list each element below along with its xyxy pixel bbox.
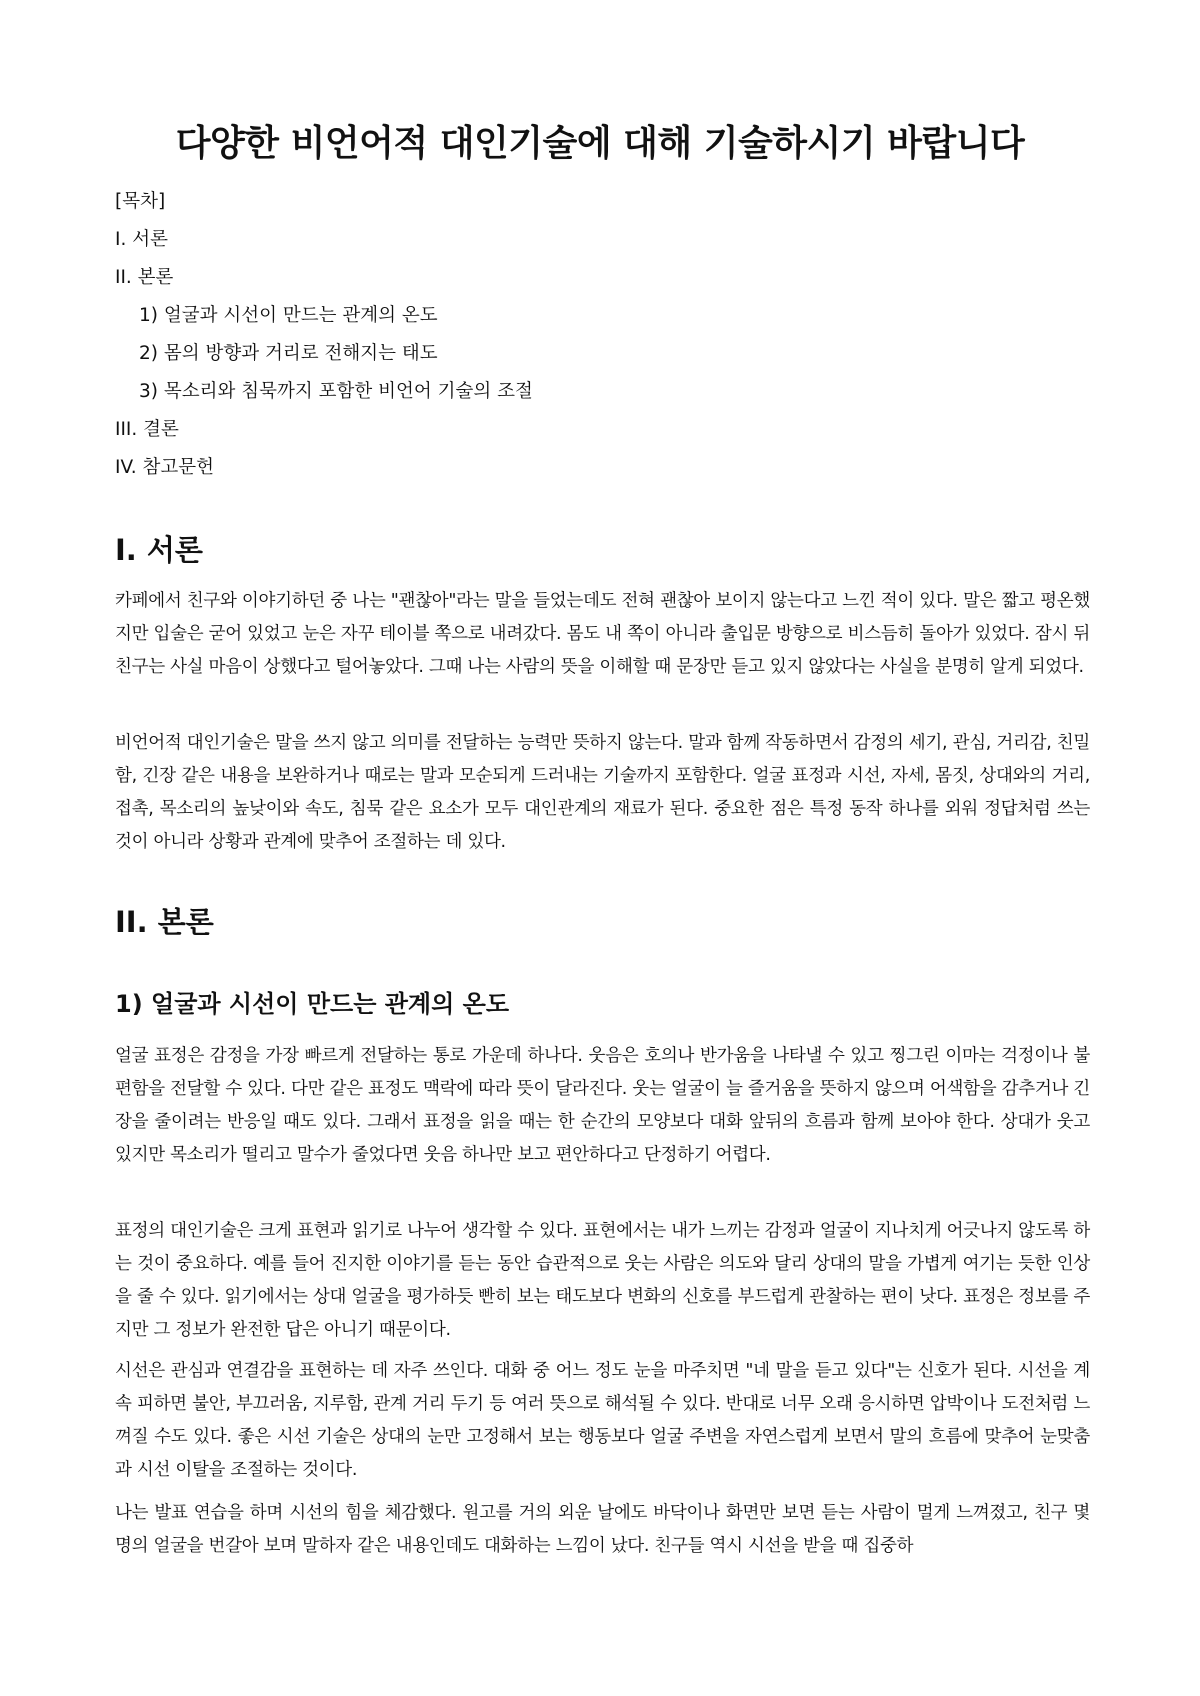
intro-heading: I. 서론	[115, 533, 203, 567]
section-1-heading: 1) 얼굴과 시선이 만드는 관계의 온도	[115, 990, 510, 1018]
body-heading: II. 본론	[115, 905, 214, 939]
toc-item-intro: I. 서론	[115, 229, 168, 250]
toc-heading: [목차]	[115, 191, 166, 212]
section-1-paragraph-1: 얼굴 표정은 감정을 가장 빠르게 전달하는 통로 가운데 하나다. 웃음은 호의나 반가움을 나타낼 수 있고 찡그린 이마는 걱정이나 불편함을 전달할 수 있다. 다만 같은 표정도 맥락에 따라 뜻이 달라진다. 웃는 얼굴이 늘 즐거움을 뜻하지 않으며 어색함을 감추거나 긴장을 줄이려는 반응일 때도 있다. 그래서 표정을 읽을 때는 한 순간의 모양보다 대화 앞뒤의 흐름과 함께 보아야 한다. 상대가 웃고 있지만 목소리가 떨리고 말수가 줄었다면 웃음 하나만 보고 편안하다고 단정하기 어렵다.	[115, 1046, 1090, 1165]
toc-subitem-2: 2) 몸의 방향과 거리로 전해지는 태도	[139, 343, 438, 364]
section-1-paragraph-2: 표정의 대인기술은 크게 표현과 읽기로 나누어 생각할 수 있다. 표현에서는 내가 느끼는 감정과 얼굴이 지나치게 어긋나지 않도록 하는 것이 중요하다. 예를 들어 진지한 이야기를 듣는 동안 습관적으로 웃는 사람은 의도와 달리 상대의 말을 가볍게 여기는 듯한 인상을 줄 수 있다. 읽기에서는 상대 얼굴을 평가하듯 빤히 보는 태도보다 변화의 신호를 부드럽게 관찰하는 편이 낫다. 표정은 정보를 주지만 그 정보가 완전한 답은 아니기 때문이다.	[115, 1221, 1090, 1340]
toc-item-conclusion: III. 결론	[115, 419, 179, 440]
document-title: 다양한 비언어적 대인기술에 대해 기술하시기 바랍니다	[175, 123, 1025, 164]
toc-item-body: II. 본론	[115, 267, 174, 288]
section-1-paragraph-4: 나는 발표 연습을 하며 시선의 힘을 체감했다. 원고를 거의 외운 날에도 바닥이나 화면만 보면 듣는 사람이 멀게 느껴졌고, 친구 몇 명의 얼굴을 번갈아 보며 말하자 같은 내용인데도 대화하는 느낌이 났다. 친구들 역시 시선을 받을 때 집중하	[115, 1503, 1090, 1556]
intro-paragraph-2: 비언어적 대인기술은 말을 쓰지 않고 의미를 전달하는 능력만 뜻하지 않는다. 말과 함께 작동하면서 감정의 세기, 관심, 거리감, 친밀함, 긴장 같은 내용을 보완하거나 때로는 말과 모순되게 드러내는 기술까지 포함한다. 얼굴 표정과 시선, 자세, 몸짓, 상대와의 거리, 접촉, 목소리의 높낮이와 속도, 침묵 같은 요소가 모두 대인관계의 재료가 된다. 중요한 점은 특정 동작 하나를 외워 정답처럼 쓰는 것이 아니라 상황과 관계에 맞추어 조절하는 데 있다.	[115, 733, 1090, 852]
toc-subitem-3: 3) 목소리와 침묵까지 포함한 비언어 기술의 조절	[139, 381, 533, 402]
intro-paragraph-1: 카페에서 친구와 이야기하던 중 나는 "괜찮아"라는 말을 들었는데도 전혀 괜찮아 보이지 않는다고 느낀 적이 있다. 말은 짧고 평온했지만 입술은 굳어 있었고 눈은 자꾸 테이블 쪽으로 내려갔다. 몸도 내 쪽이 아니라 출입문 방향으로 비스듬히 돌아가 있었다. 잠시 뒤 친구는 사실 마음이 상했다고 털어놓았다. 그때 나는 사람의 뜻을 이해할 때 문장만 듣고 있지 않았다는 사실을 분명히 알게 되었다.	[115, 591, 1090, 677]
toc-item-references: IV. 참고문헌	[115, 457, 214, 478]
toc-subitem-1: 1) 얼굴과 시선이 만드는 관계의 온도	[139, 305, 438, 326]
section-1-paragraph-3: 시선은 관심과 연결감을 표현하는 데 자주 쓰인다. 대화 중 어느 정도 눈을 마주치면 "네 말을 듣고 있다"는 신호가 된다. 시선을 계속 피하면 불안, 부끄러움, 지루함, 관계 거리 두기 등 여러 뜻으로 해석될 수 있다. 반대로 너무 오래 응시하면 압박이나 도전처럼 느껴질 수도 있다. 좋은 시선 기술은 상대의 눈만 고정해서 보는 행동보다 얼굴 주변을 자연스럽게 보면서 말의 흐름에 맞추어 눈맞춤과 시선 이탈을 조절하는 것이다.	[115, 1361, 1090, 1480]
table-of-contents	[115, 190, 533, 494]
